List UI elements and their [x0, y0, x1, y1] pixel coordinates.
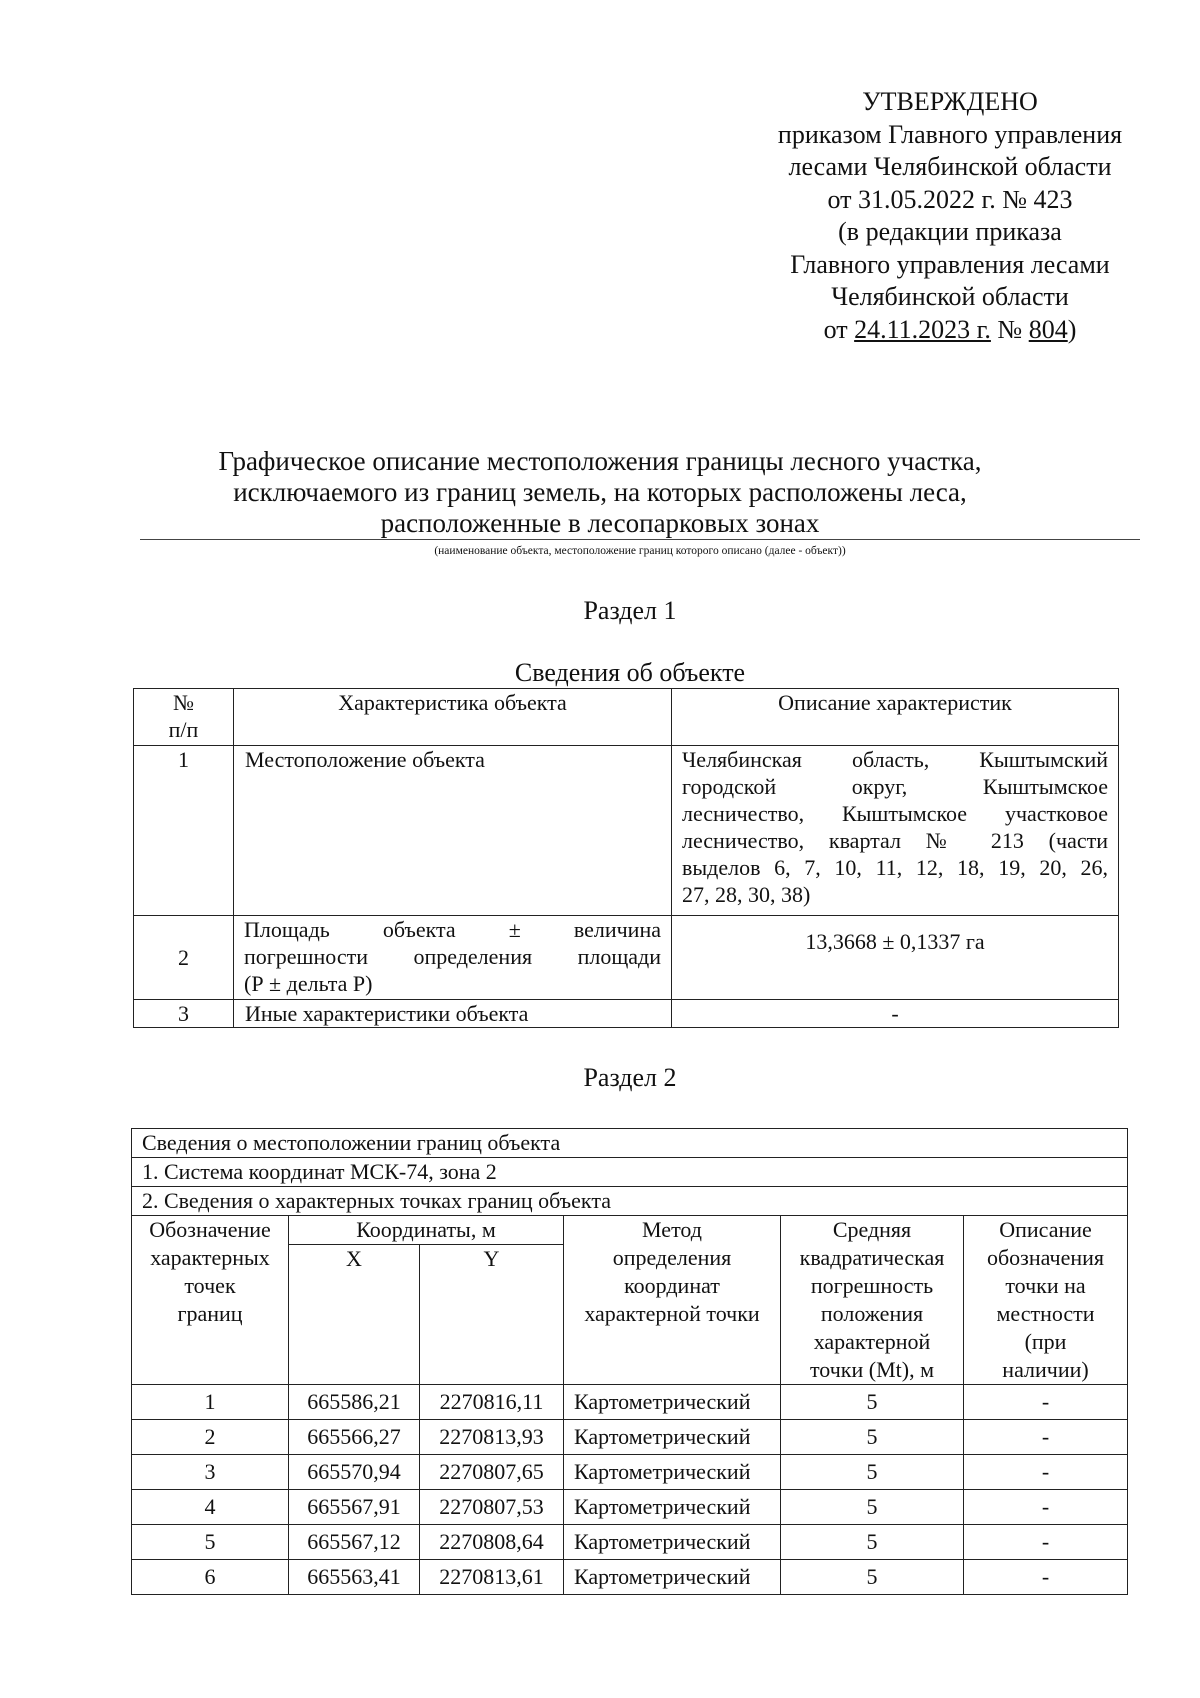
header-line: Описание	[999, 1217, 1092, 1242]
table-header-row	[134, 689, 1119, 746]
row-number: 3	[134, 1000, 234, 1028]
table-row	[132, 1525, 1128, 1560]
header-cell-description: Описание характеристик	[672, 689, 1119, 746]
approval-block	[690, 86, 1200, 346]
point-method: Картометрический	[564, 1525, 781, 1560]
header-coordinates: Координаты, м	[289, 1216, 564, 1245]
header-line: границ	[177, 1301, 243, 1326]
description-line: 27, 28, 30, 38)	[682, 882, 811, 907]
header-designation	[132, 1216, 289, 1385]
header-line: погрешность	[810, 1273, 934, 1298]
point-x: 665566,27	[289, 1420, 420, 1455]
amendment-number-sign: №	[990, 314, 1029, 344]
row-characteristic: Иные характеристики объекта	[234, 1000, 672, 1028]
point-error: 5	[781, 1455, 964, 1490]
header-line: точки на	[1005, 1273, 1086, 1298]
row-number: 2	[134, 916, 234, 1000]
header-line: точки (Mt), м	[809, 1357, 935, 1382]
point-id: 6	[132, 1560, 289, 1595]
points-body	[132, 1385, 1128, 1595]
row-description: 13,3668 ± 0,1337 га	[672, 916, 1119, 1000]
point-description: -	[964, 1455, 1128, 1490]
characteristic-line: (Р ± дельта Р)	[244, 971, 373, 996]
title-line: расположенные в лесопарковых зонах	[380, 508, 820, 538]
table-row	[132, 1455, 1128, 1490]
point-method: Картометрический	[564, 1385, 781, 1420]
approval-line: (в редакции приказа	[838, 217, 1062, 246]
row-description	[672, 746, 1119, 916]
points-title: 2. Сведения о характерных точках границ объекта	[132, 1187, 1128, 1216]
header-num-line: №	[173, 690, 194, 715]
point-y: 2270816,11	[420, 1385, 564, 1420]
point-description: -	[964, 1490, 1128, 1525]
table-row	[132, 1560, 1128, 1595]
header-line: характерных	[150, 1245, 270, 1270]
header-line: точек	[184, 1273, 236, 1298]
table-row	[134, 916, 1119, 1000]
table-title: Сведения о местоположении границ объекта	[132, 1129, 1128, 1158]
point-x: 665586,21	[289, 1385, 420, 1420]
header-line: положения	[820, 1301, 924, 1326]
approval-line: Главного управления лесами	[790, 249, 1110, 279]
point-id: 2	[132, 1420, 289, 1455]
header-line: определения	[612, 1245, 732, 1270]
table-title-row	[132, 1129, 1128, 1158]
point-description: -	[964, 1385, 1128, 1420]
title-caption: (наименование объекта, местоположение границ которого описано (далее - объект))	[434, 545, 846, 557]
approval-line: Челябинской области	[831, 282, 1069, 311]
point-x: 665567,91	[289, 1490, 420, 1525]
amendment-number: 804	[1028, 314, 1068, 344]
coord-system: 1. Система координат МСК-74, зона 2	[132, 1158, 1128, 1187]
section1-heading: Раздел 1	[583, 596, 677, 625]
point-id: 4	[132, 1490, 289, 1525]
point-x: 665570,94	[289, 1455, 420, 1490]
description-line: лесничество, Кыштымское участковое	[682, 801, 1108, 826]
point-method: Картометрический	[564, 1490, 781, 1525]
table-row	[132, 1490, 1128, 1525]
header-line: Обозначение	[149, 1217, 271, 1242]
title-line: исключаемого из границ земель, на которых расположены леса,	[233, 477, 967, 507]
table-row	[134, 746, 1119, 916]
point-x: 665563,41	[289, 1560, 420, 1595]
point-description: -	[964, 1560, 1128, 1595]
characteristic-line: Площадь объекта ± величина	[244, 917, 661, 942]
table-row	[132, 1420, 1128, 1455]
header-description	[964, 1216, 1128, 1385]
header-line: наличии)	[1002, 1357, 1089, 1382]
section2-heading: Раздел 2	[583, 1063, 677, 1092]
header-line: характерной точки	[584, 1301, 760, 1326]
point-method: Картометрический	[564, 1455, 781, 1490]
header-line: квадратическая	[799, 1245, 945, 1270]
points-title-row	[132, 1187, 1128, 1216]
row-number: 1	[134, 746, 234, 916]
point-method: Картометрический	[564, 1420, 781, 1455]
characteristic-line: погрешности определения площади	[244, 944, 661, 969]
table-row	[134, 1000, 1119, 1028]
document-title	[60, 446, 1140, 539]
section1-table-title: Сведения об объекте	[514, 658, 746, 687]
header-line: характерной	[813, 1329, 931, 1354]
point-description: -	[964, 1525, 1128, 1560]
point-y: 2270807,65	[420, 1455, 564, 1490]
point-error: 5	[781, 1490, 964, 1525]
header-num-line: п/п	[168, 717, 199, 742]
point-method: Картометрический	[564, 1560, 781, 1595]
row-characteristic	[234, 916, 672, 1000]
header-line: местности	[996, 1301, 1095, 1326]
description-line: лесничество, квартал № 213 (части	[682, 828, 1108, 853]
point-y: 2270813,61	[420, 1560, 564, 1595]
point-x: 665567,12	[289, 1525, 420, 1560]
point-id: 3	[132, 1455, 289, 1490]
point-y: 2270807,53	[420, 1490, 564, 1525]
point-description: -	[964, 1420, 1128, 1455]
row-description: -	[672, 1000, 1119, 1028]
point-error: 5	[781, 1385, 964, 1420]
point-error: 5	[781, 1560, 964, 1595]
header-line: координат	[624, 1273, 720, 1298]
header-cell-num	[134, 689, 234, 746]
point-error: 5	[781, 1525, 964, 1560]
description-line: городской округ, Кыштымское	[682, 774, 1108, 799]
approval-line: приказом Главного управления	[777, 119, 1123, 149]
header-line: Средняя	[832, 1217, 912, 1242]
object-info-table	[133, 688, 1119, 1028]
header-line: Метод	[642, 1217, 702, 1242]
header-line: обозначения	[986, 1245, 1105, 1270]
coord-system-row	[132, 1158, 1128, 1187]
point-y: 2270808,64	[420, 1525, 564, 1560]
row-characteristic: Местоположение объекта	[234, 746, 672, 916]
header-line: (при	[1024, 1329, 1067, 1354]
description-line: Челябинская область, Кыштымский	[682, 747, 1108, 772]
title-underline	[140, 539, 1140, 540]
point-error: 5	[781, 1420, 964, 1455]
amendment-prefix: от	[823, 314, 855, 344]
table-row	[132, 1385, 1128, 1420]
header-cell-characteristic: Характеристика объекта	[234, 689, 672, 746]
approval-amendment-date	[690, 314, 1200, 347]
table-header-row	[132, 1216, 1128, 1245]
title-line: Графическое описание местоположения границы лесного участка,	[218, 446, 982, 476]
point-y: 2270813,93	[420, 1420, 564, 1455]
amendment-suffix: )	[1067, 314, 1077, 344]
boundary-points-table	[131, 1128, 1128, 1595]
amendment-date: 24.11.2023 г.	[854, 314, 991, 344]
header-method	[564, 1216, 781, 1385]
header-x: X	[289, 1245, 420, 1385]
approval-line: лесами Челябинской области	[788, 152, 1112, 181]
approval-order-date: от 31.05.2022 г. № 423	[827, 184, 1073, 214]
point-id: 1	[132, 1385, 289, 1420]
header-y: Y	[420, 1245, 564, 1385]
approval-title: УТВЕРЖДЕНО	[862, 87, 1038, 116]
header-error	[781, 1216, 964, 1385]
point-id: 5	[132, 1525, 289, 1560]
description-line: выделов 6, 7, 10, 11, 12, 18, 19, 20, 26,	[682, 855, 1108, 880]
